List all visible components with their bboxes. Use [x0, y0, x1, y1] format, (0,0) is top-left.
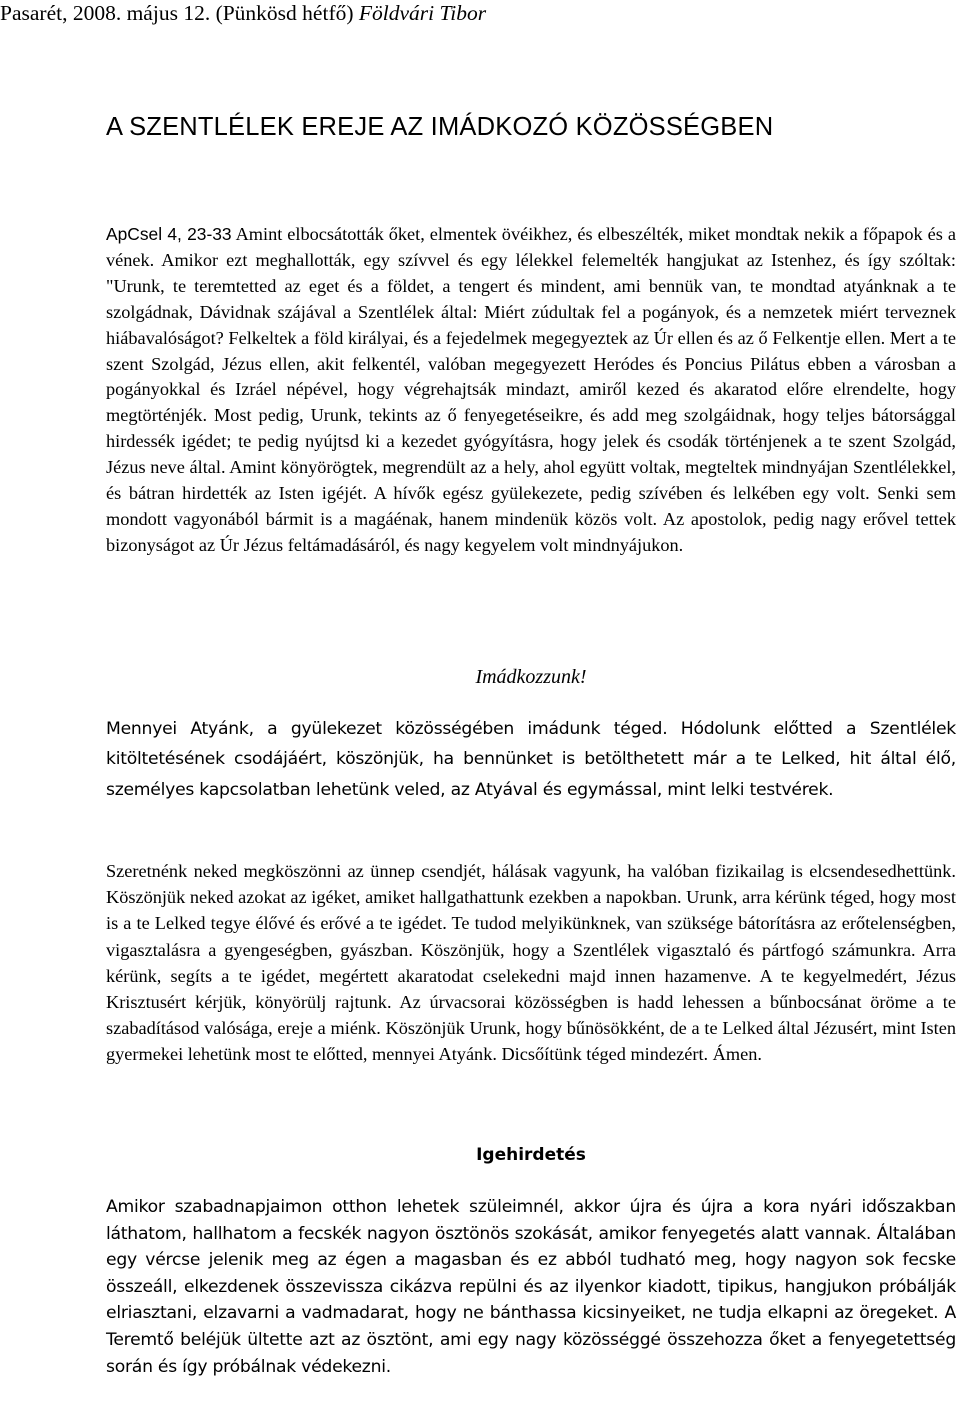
sermon-paragraph-1: Amikor szabadnapjaimon otthon lehetek szüleimnél, akkor újra és újra a kora nyári időszakban láthatom, hallhatom a fecskék nagyon ösztönös szokását, amikor fenyegetés alatt vannak. Általában egy vércse jelenik meg az égen a magasban és ez abból tudható meg, hogy nagyon sok fecske összeáll, elkezdenek összevissza cikázva repülni és az ilyenkor kiadott, tipikus, hangjukon próbálják elriasztani, elzavarni a vadmadarat, hogy ne bánthassa kicsinyeiket, ne tudja elkapni az öregeket. A Teremtő beléjük ültette azt az ösztönt, ami egy nagy közösséggé összehozza őket a fenyegetettség során és így próbálnak védekezni. [106, 1197, 956, 1377]
scripture-passage [106, 222, 956, 559]
prayer-paragraph-2: Szeretnénk neked megköszönni az ünnep csendjét, hálásak vagyunk, ha valóban fizikailag is elcsendesedhettünk. Köszönjük neked azokat az igéket, amiket hallgathattunk ezekben a napokban. Urunk, arra kérünk téged, hogy most is a te Lelked tegye élővé és erővé a te igédet. Te tudod melyikünknek, van szüksége bátorításra az erőtelenségben, vigasztalásra a gyengeségben, gyászban. Köszönjük, hogy a Szentlélek vigasztaló és pártfogó számunkra. Arra kérünk, segíts a te igédet, megértett akaratodat cselekedni majd innen hazamenve. A te kegyelmedért, Jézus Krisztusért kérjük, könyörülj rajtunk. Az úrvacsorai közösségben is hadd lehessen a bűnbocsánat öröme a te szabadításod valósága, ereje a miénk. Köszönjük Urunk, hogy bűnösökként, de a te Lelked által Jézusért, mint Isten gyermekei lehetünk most te előtted, mennyei Atyánk. Dicsőítünk téged mindezért. Ámen. [106, 861, 956, 1065]
document-header [0, 0, 486, 26]
prayer-paragraph-1: Mennyei Atyánk, a gyülekezet közösségében imádunk téged. Hódolunk előtted a Szentlélek kitöltetésének csodájáért, köszönjük, ha bennünket is betölthetett már a te Lelked, hit által élő, személyes kapcsolatban lehetünk veled, az Atyával és egymással, mint lelki testvérek. [106, 719, 956, 800]
scripture-reference: ApCsel 4, 23-33 [106, 224, 232, 244]
sermon-heading: Igehirdetés [476, 1145, 586, 1165]
header-date: Pasarét, 2008. május 12. (Pünkösd hétfő) [0, 1, 354, 25]
page-title: A SZENTLÉLEK EREJE AZ IMÁDKOZÓ KÖZÖSSÉGBEN [106, 113, 774, 141]
header-author: Földvári Tibor [358, 1, 487, 25]
prayer-heading: Imádkozzunk! [475, 666, 587, 688]
scripture-text: Amint elbocsátották őket, elmentek övéikhez, és elbeszélték, miket mondtak nekik a főpapok és a vének. Amikor ezt meghallották, egy szívvel és egy lélekkel felemelték hangjukat az Istenhez, és így szóltak: "Urunk, te teremtetted az eget és a földet, a tengert és mindent, ami bennük van, te mondtad atyánknak a te szolgádnak, Dávidnak szájával a Szentlélek által: Miért zúdultak fel a pogányok, és a nemzetek miért terveznek hiábavalóságot? Felkeltek a föld királyai, és a fejedelmek megegyeztek az Úr ellen és az ő Felkentje ellen. Mert a te szent Szolgád, Jézus ellen, akit felkentél, valóban megegyezett Heródes és Poncius Pilátus ebben a városban a pogányokkal és Izráel népével, hogy végrehajtsák mindazt, amiről kezed és akaratod előre elrendelte, hogy megtörténjék. Most pedig, Urunk, tekints az ő fenyegetéseikre, és add meg szolgáidnak, hogy teljes bátorsággal hirdessék igédet; te pedig nyújtsd ki a kezedet gyógyításra, hogy jelek és csodák történjenek a te szent Szolgád, Jézus neve által. Amint könyörögtek, megrendült az a hely, ahol együtt voltak, megteltek mindnyájan Szentlélekkel, és bátran hirdették az Isten igéjét. A hívők egész gyülekezete, pedig szívében és lelkében egy volt. Senki sem mondott vagyonából bármit is a magáénak, hanem mindenük közös volt. Az apostolok, pedig nagy erővel tettek bizonyságot az Úr Jézus feltámadásáról, és nagy kegyelem volt mindnyájukon. [106, 224, 956, 555]
